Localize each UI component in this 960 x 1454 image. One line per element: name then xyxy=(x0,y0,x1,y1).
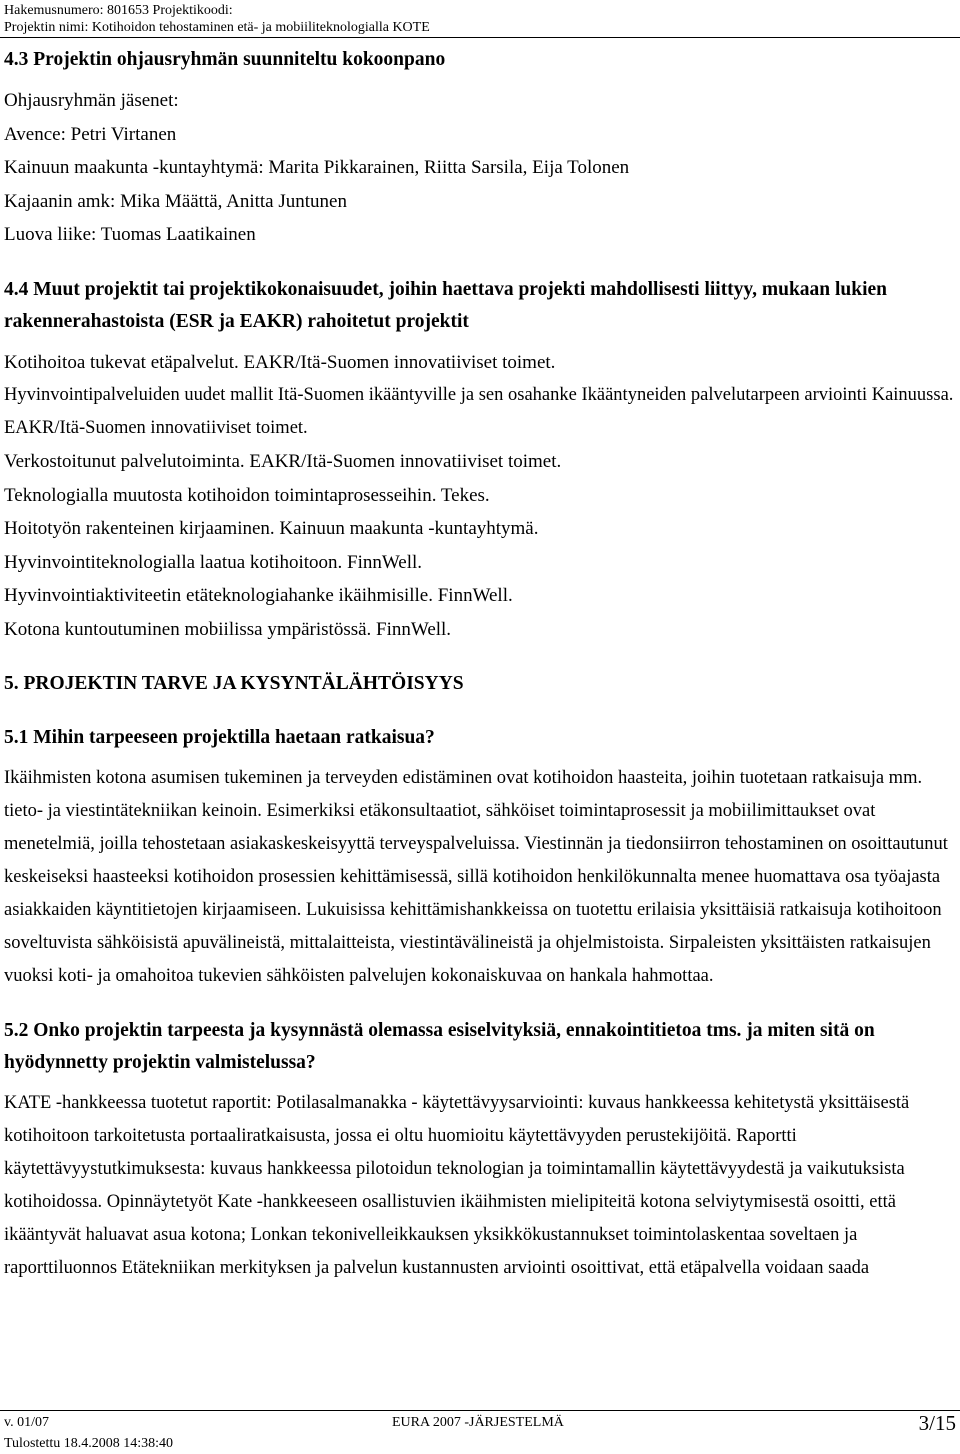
related-project-line: Teknologialla muutosta kotihoidon toimintaprosesseihin. Tekes. xyxy=(4,484,490,506)
page-number: 3/15 xyxy=(918,1411,956,1435)
page-footer xyxy=(4,1413,956,1453)
header-divider xyxy=(0,37,960,38)
section-5-title: 5. PROJEKTIN TARVE JA KYSYNTÄLÄHTÖISYYS xyxy=(4,673,464,694)
related-project-line: Hyvinvointiaktiviteetin etäteknologiahanke ikäihmisille. FinnWell. xyxy=(4,585,513,606)
footer-version: v. 01/07 xyxy=(4,1415,49,1430)
related-project-line: Hoitotyön rakenteinen kirjaaminen. Kainuun maakunta -kuntayhtymä. xyxy=(4,518,539,539)
page-header xyxy=(4,2,430,36)
footer-print-date: Tulostettu 18.4.2008 14:38:40 xyxy=(4,1436,174,1451)
related-project-line: Hyvinvointipalveluiden uudet mallit Itä-Suomen ikääntyville ja sen osahanke Ikääntyneiden palvelutarpeen arviointi Kainuussa. EAKR/Itä-Suomen innovatiiviset toimet. xyxy=(4,385,954,438)
section-5-2-paragraph: KATE -hankkeessa tuotetut raportit: Potilasalmanakka - käytettävyysarviointi: kuvaus hankkeessa kehitetystä yksittäisestä kotihoitoon tarkoitetusta portaaliratkaisusta, jossa ei oltu huomioitu käytettävyyden perustekijöitä. Raportti käytettävyystutkimuksesta: kuvaus hankkeessa pilotoidun teknologian ja toimintamallin käytettävyydestä ja vaikutuksista kotihoidossa. Opinnäytetyöt Kate -hankkeeseen osallistuvien ikäihmisten mielipiteitä kotona selviytymisestä osoitti, että ikääntyvät haluavat asua kotona; Lonkan tekonivelleikkauksen yksikkökustannukset toimintolaskentaa soveltaen ja raporttiluonnos Etätekniikan merkityksen ja palvelun kustannusten arviointi osoittivat, että etäpalvella voidaan saada xyxy=(4,1093,910,1278)
document-body xyxy=(4,44,956,1285)
related-project-line: Verkostoitunut palvelutoiminta. EAKR/Itä-Suomen innovatiiviset toimet. xyxy=(4,451,562,472)
section-5-1-paragraph: Ikäihmisten kotona asumisen tukeminen ja terveyden edistäminen ovat kotihoidon haasteita, joihin tuotetaan ratkaisuja mm. tieto- ja viestintätekniikan keinoin. Esimerkiksi etäkonsultaatiot, sähköiset toimintaprosessit ja mobiilimittaukset ovat menetelmiä, joilla tehostetaan asiakaskeskeisyyttä terveyspalveluissa. Viestinnän ja tiedonsiirron tehostaminen on osoittautunut keskeiseksi haasteeksi kotihoidon prosessien kehittämisessä, sillä kotihoidon henkilökunnalta menee huomattava osa työajasta asiakkaiden käyntitietojen kirjaamiseen. Lukuisissa kehittämishankkeissa on tuotettu erilaisia yksittäisiä ratkaisuja kotihoitoon soveltuvista sähköisistä apuvälineistä, mittalaitteista, viestintävälineistä ja ohjelmistoista. Sirpaleisten yksittäisten ratkaisujen vuoksi koti- ja omahoitoa tukevien sähköisten palvelujen kokonaiskuvaa on hankala hahmottaa. xyxy=(4,768,948,986)
steering-group-line: Kainuun maakunta -kuntayhtymä: Marita Pikkarainen, Riitta Sarsila, Eija Tolonen xyxy=(4,157,630,178)
header-application-number: Hakemusnumero: 801653 Projektikoodi: xyxy=(4,3,233,18)
related-project-line: Hyvinvointiteknologialla laatua kotihoitoon. FinnWell. xyxy=(4,551,422,573)
related-project-line: Kotihoitoa tukevat etäpalvelut. EAKR/Itä-Suomen innovatiiviset toimet. xyxy=(4,351,556,373)
section-5-2-title: 5.2 Onko projektin tarpeesta ja kysynnästä olemassa esiselvityksiä, ennakointitietoa tms. ja miten sitä on hyödynnetty projektin valmistelussa? xyxy=(4,1020,875,1073)
related-project-line: Kotona kuntoutuminen mobiilissa ympäristössä. FinnWell. xyxy=(4,618,452,640)
footer-divider xyxy=(0,1410,960,1411)
header-project-name: Projektin nimi: Kotihoidon tehostaminen etä- ja mobiiliteknologialla KOTE xyxy=(4,20,430,35)
steering-group-line: Kajaanin amk: Mika Määttä, Anitta Juntunen xyxy=(4,190,347,212)
section-4-4-title: 4.4 Muut projektit tai projektikokonaisuudet, joihin haettava projekti mahdollisesti liittyy, mukaan lukien rakennerahastoista (ESR ja EAKR) rahoitetut projektit xyxy=(4,278,888,332)
footer-system-name: EURA 2007 -JÄRJESTELMÄ xyxy=(392,1415,564,1430)
steering-group-line: Avence: Petri Virtanen xyxy=(4,123,177,145)
steering-group-line: Ohjausryhmän jäsenet: xyxy=(4,90,179,111)
section-4-3-title: 4.3 Projektin ohjausryhmän suunniteltu kokoonpano xyxy=(4,49,446,70)
steering-group-line: Luova liike: Tuomas Laatikainen xyxy=(4,224,256,245)
section-5-1-title: 5.1 Mihin tarpeeseen projektilla haetaan ratkaisua? xyxy=(4,727,435,748)
